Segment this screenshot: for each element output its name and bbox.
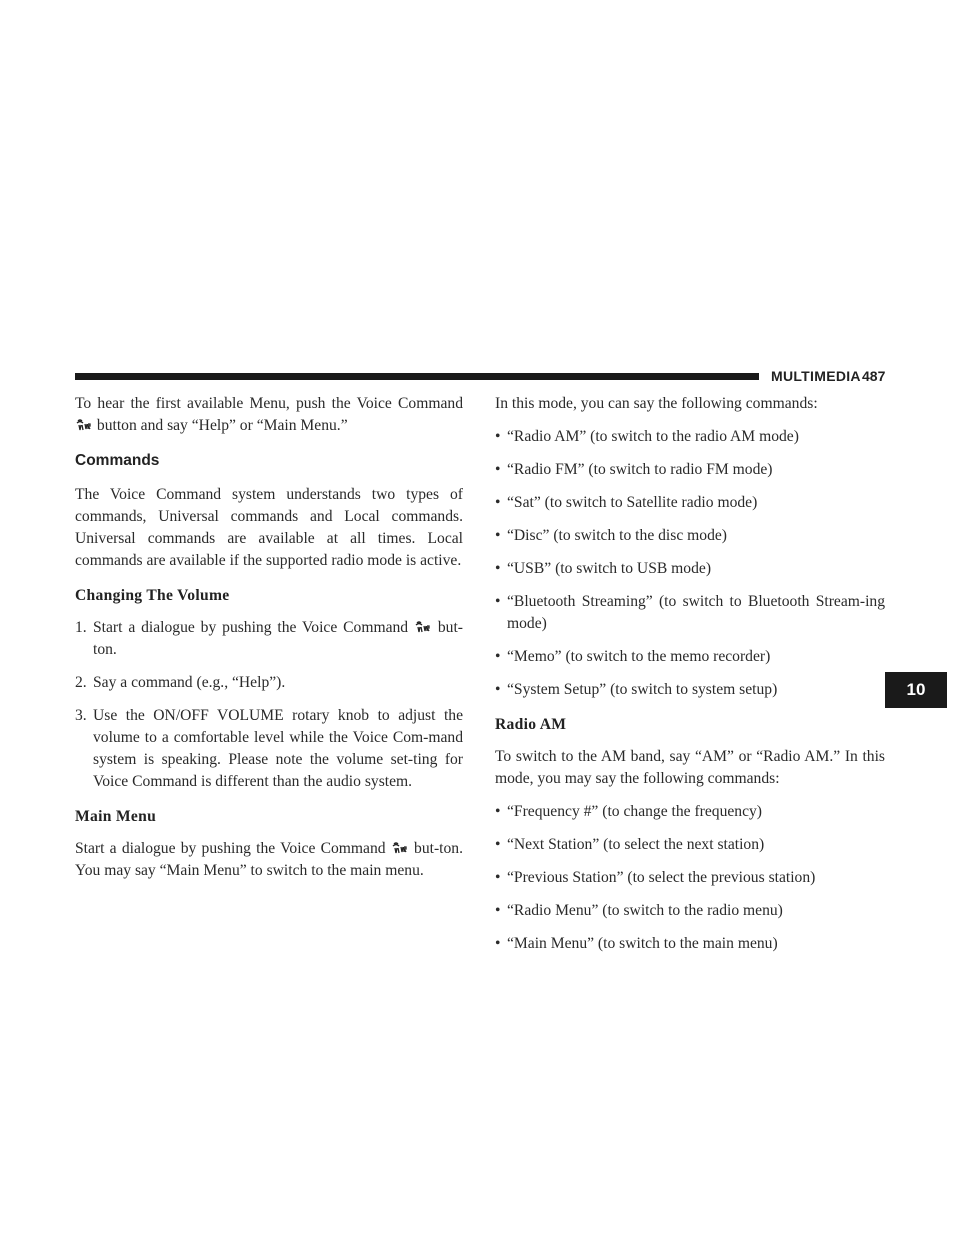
mode-intro: In this mode, you can say the following commands:: [495, 395, 818, 412]
bullet-icon: •: [495, 527, 501, 544]
mode-command-list: [495, 426, 885, 701]
list-item: • “Previous Station” (to select the previous station): [495, 867, 885, 889]
voice-command-icon: [415, 620, 431, 634]
voice-command-icon: [76, 418, 92, 432]
list-item: • “Radio FM” (to switch to radio FM mode): [495, 459, 885, 481]
bullet-icon: •: [495, 461, 501, 478]
intro-paragraph: To hear the first available Menu, push the Voice Command button and say “Help” or “Main Menu.”: [75, 395, 463, 434]
bullet-icon: •: [495, 593, 501, 610]
bullet-icon: •: [495, 836, 501, 853]
bullet-icon: •: [495, 428, 501, 445]
section-title: MULTIMEDIA: [771, 368, 861, 384]
header-rule: [75, 373, 759, 380]
list-item: • “USB” (to switch to USB mode): [495, 558, 885, 580]
commands-heading: Commands: [75, 452, 160, 469]
list-item: 1. Start a dialogue by pushing the Voice Command but-ton.: [75, 619, 463, 658]
list-item: • “Frequency #” (to change the frequency): [495, 801, 885, 823]
bullet-icon: •: [495, 560, 501, 577]
main-menu-paragraph: Start a dialogue by pushing the Voice Command but-ton. You may say “Main Menu” to switch to the main menu.: [75, 840, 463, 879]
bullet-icon: •: [495, 494, 501, 511]
list-item: • “Disc” (to switch to the disc mode): [495, 525, 885, 547]
radio-am-heading: Radio AM: [495, 716, 567, 733]
list-item: • “Radio Menu” (to switch to the radio menu): [495, 900, 885, 922]
list-item: 2. Say a command (e.g., “Help”).: [75, 674, 286, 691]
voice-command-icon: [392, 841, 408, 855]
chapter-tab: 10: [885, 672, 947, 708]
bullet-icon: •: [495, 803, 501, 820]
list-item: • “Sat” (to switch to Satellite radio mode): [495, 492, 885, 514]
list-item: • “Next Station” (to select the next station): [495, 834, 885, 856]
list-item: • “Radio AM” (to switch to the radio AM mode): [495, 426, 885, 448]
volume-steps: [75, 617, 463, 793]
left-column: [75, 393, 463, 895]
list-item: 3. Use the ON/OFF VOLUME rotary knob to adjust the volume to a comfortable level while the Voice Com-mand system is speaking. Please note the volume set-ting for Voice Command is different than the audio system.: [75, 707, 463, 790]
commands-paragraph: The Voice Command system understands two types of commands, Universal commands and Local commands. Universal commands are available at all times. Local commands are available if the supported radio mode is active.: [75, 486, 463, 569]
list-item: • “Main Menu” (to switch to the main menu): [495, 933, 885, 955]
am-command-list: [495, 801, 885, 955]
bullet-icon: •: [495, 681, 501, 698]
right-column: [495, 393, 885, 968]
bullet-icon: •: [495, 902, 501, 919]
radio-am-paragraph: To switch to the AM band, say “AM” or “Radio AM.” In this mode, you may say the following commands:: [495, 748, 885, 787]
main-menu-heading: Main Menu: [75, 808, 157, 825]
volume-heading: Changing The Volume: [75, 587, 230, 604]
list-item: • “Memo” (to switch to the memo recorder): [495, 646, 885, 668]
list-item: • “Bluetooth Streaming” (to switch to Bluetooth Stream-ing mode): [495, 591, 885, 635]
bullet-icon: •: [495, 648, 501, 665]
list-item: • “System Setup” (to switch to system setup): [495, 679, 885, 701]
bullet-icon: •: [495, 935, 501, 952]
page-number: 487: [862, 368, 886, 384]
bullet-icon: •: [495, 869, 501, 886]
